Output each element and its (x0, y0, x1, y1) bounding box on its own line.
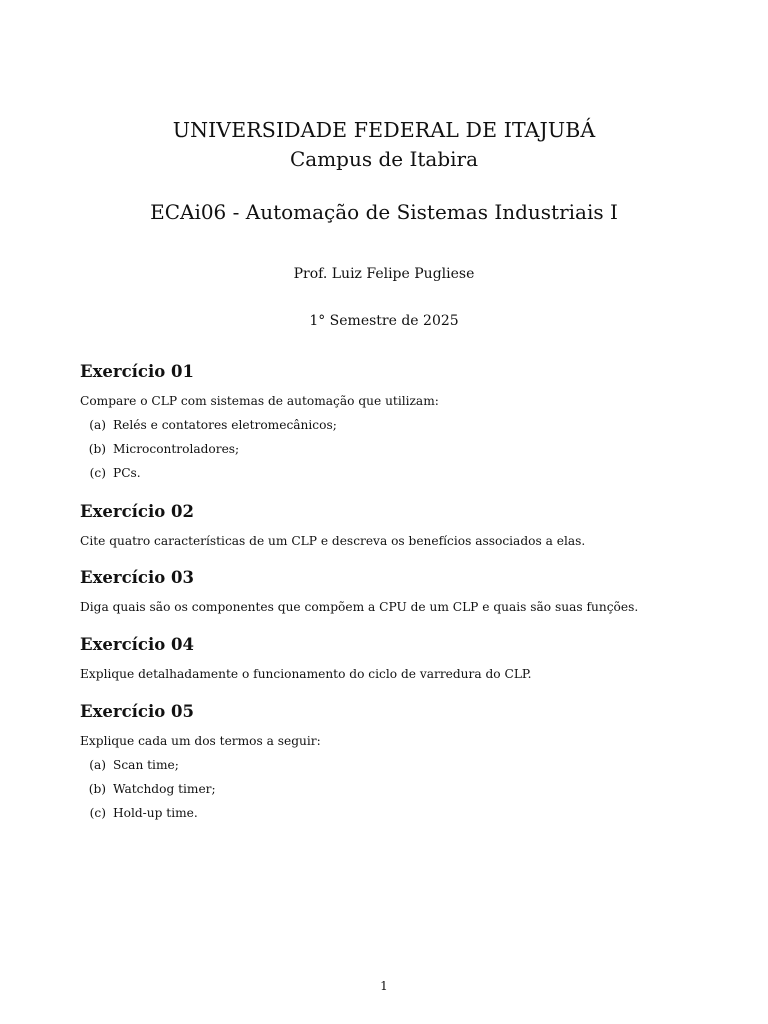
item-text: Scan time; (113, 758, 179, 772)
item-text: PCs. (113, 466, 141, 480)
exercise-statement: Diga quais são os componentes que compõem a CPU de um CLP e quais são suas funções. (80, 600, 639, 614)
exercise-title: Exercício 05 (80, 702, 194, 721)
exercise-statement: Explique detalhadamente o funcionamento do ciclo de varredura do CLP. (80, 667, 532, 681)
list-item (80, 757, 690, 781)
exercise-03 (80, 567, 690, 615)
list-item (80, 441, 690, 465)
item-marker: (a) (89, 758, 106, 772)
list-item (80, 417, 690, 441)
item-text: Watchdog timer; (113, 782, 216, 796)
semester-label: 1° Semestre de 2025 (309, 313, 459, 329)
item-marker: (c) (89, 466, 106, 480)
professor-name: Prof. Luiz Felipe Pugliese (293, 266, 475, 282)
exercise-title: Exercício 04 (80, 635, 194, 654)
course-title: ECAi06 - Automação de Sistemas Industriais I (150, 200, 618, 224)
exercise-02 (80, 501, 690, 549)
item-marker: (c) (89, 806, 106, 820)
item-marker: (a) (89, 418, 106, 432)
exercise-title: Exercício 01 (80, 362, 194, 381)
list-item (80, 781, 690, 805)
exercise-item-list (80, 417, 690, 489)
item-marker: (b) (88, 782, 106, 796)
exercise-statement: Explique cada um dos termos a seguir: (80, 734, 321, 748)
item-text: Hold-up time. (113, 806, 198, 820)
exercise-title: Exercício 02 (80, 502, 194, 521)
exercise-item-list (80, 757, 690, 829)
university-name: UNIVERSIDADE FEDERAL DE ITAJUBÁ (172, 118, 596, 142)
list-item (80, 805, 690, 829)
exercise-statement: Compare o CLP com sistemas de automação que utilizam: (80, 394, 439, 408)
page-number: 1 (380, 979, 388, 993)
item-text: Microcontroladores; (113, 442, 240, 456)
item-marker: (b) (88, 442, 106, 456)
list-item (80, 465, 690, 489)
exercise-05 (80, 701, 690, 829)
exercise-04 (80, 634, 690, 682)
item-text: Relés e contatores eletromecânicos; (113, 418, 337, 432)
exercise-title: Exercício 03 (80, 568, 194, 587)
campus-name: Campus de Itabira (289, 147, 479, 171)
exercise-statement: Cite quatro características de um CLP e descreva os benefícios associados a elas. (80, 534, 586, 548)
exercise-01 (80, 361, 690, 489)
